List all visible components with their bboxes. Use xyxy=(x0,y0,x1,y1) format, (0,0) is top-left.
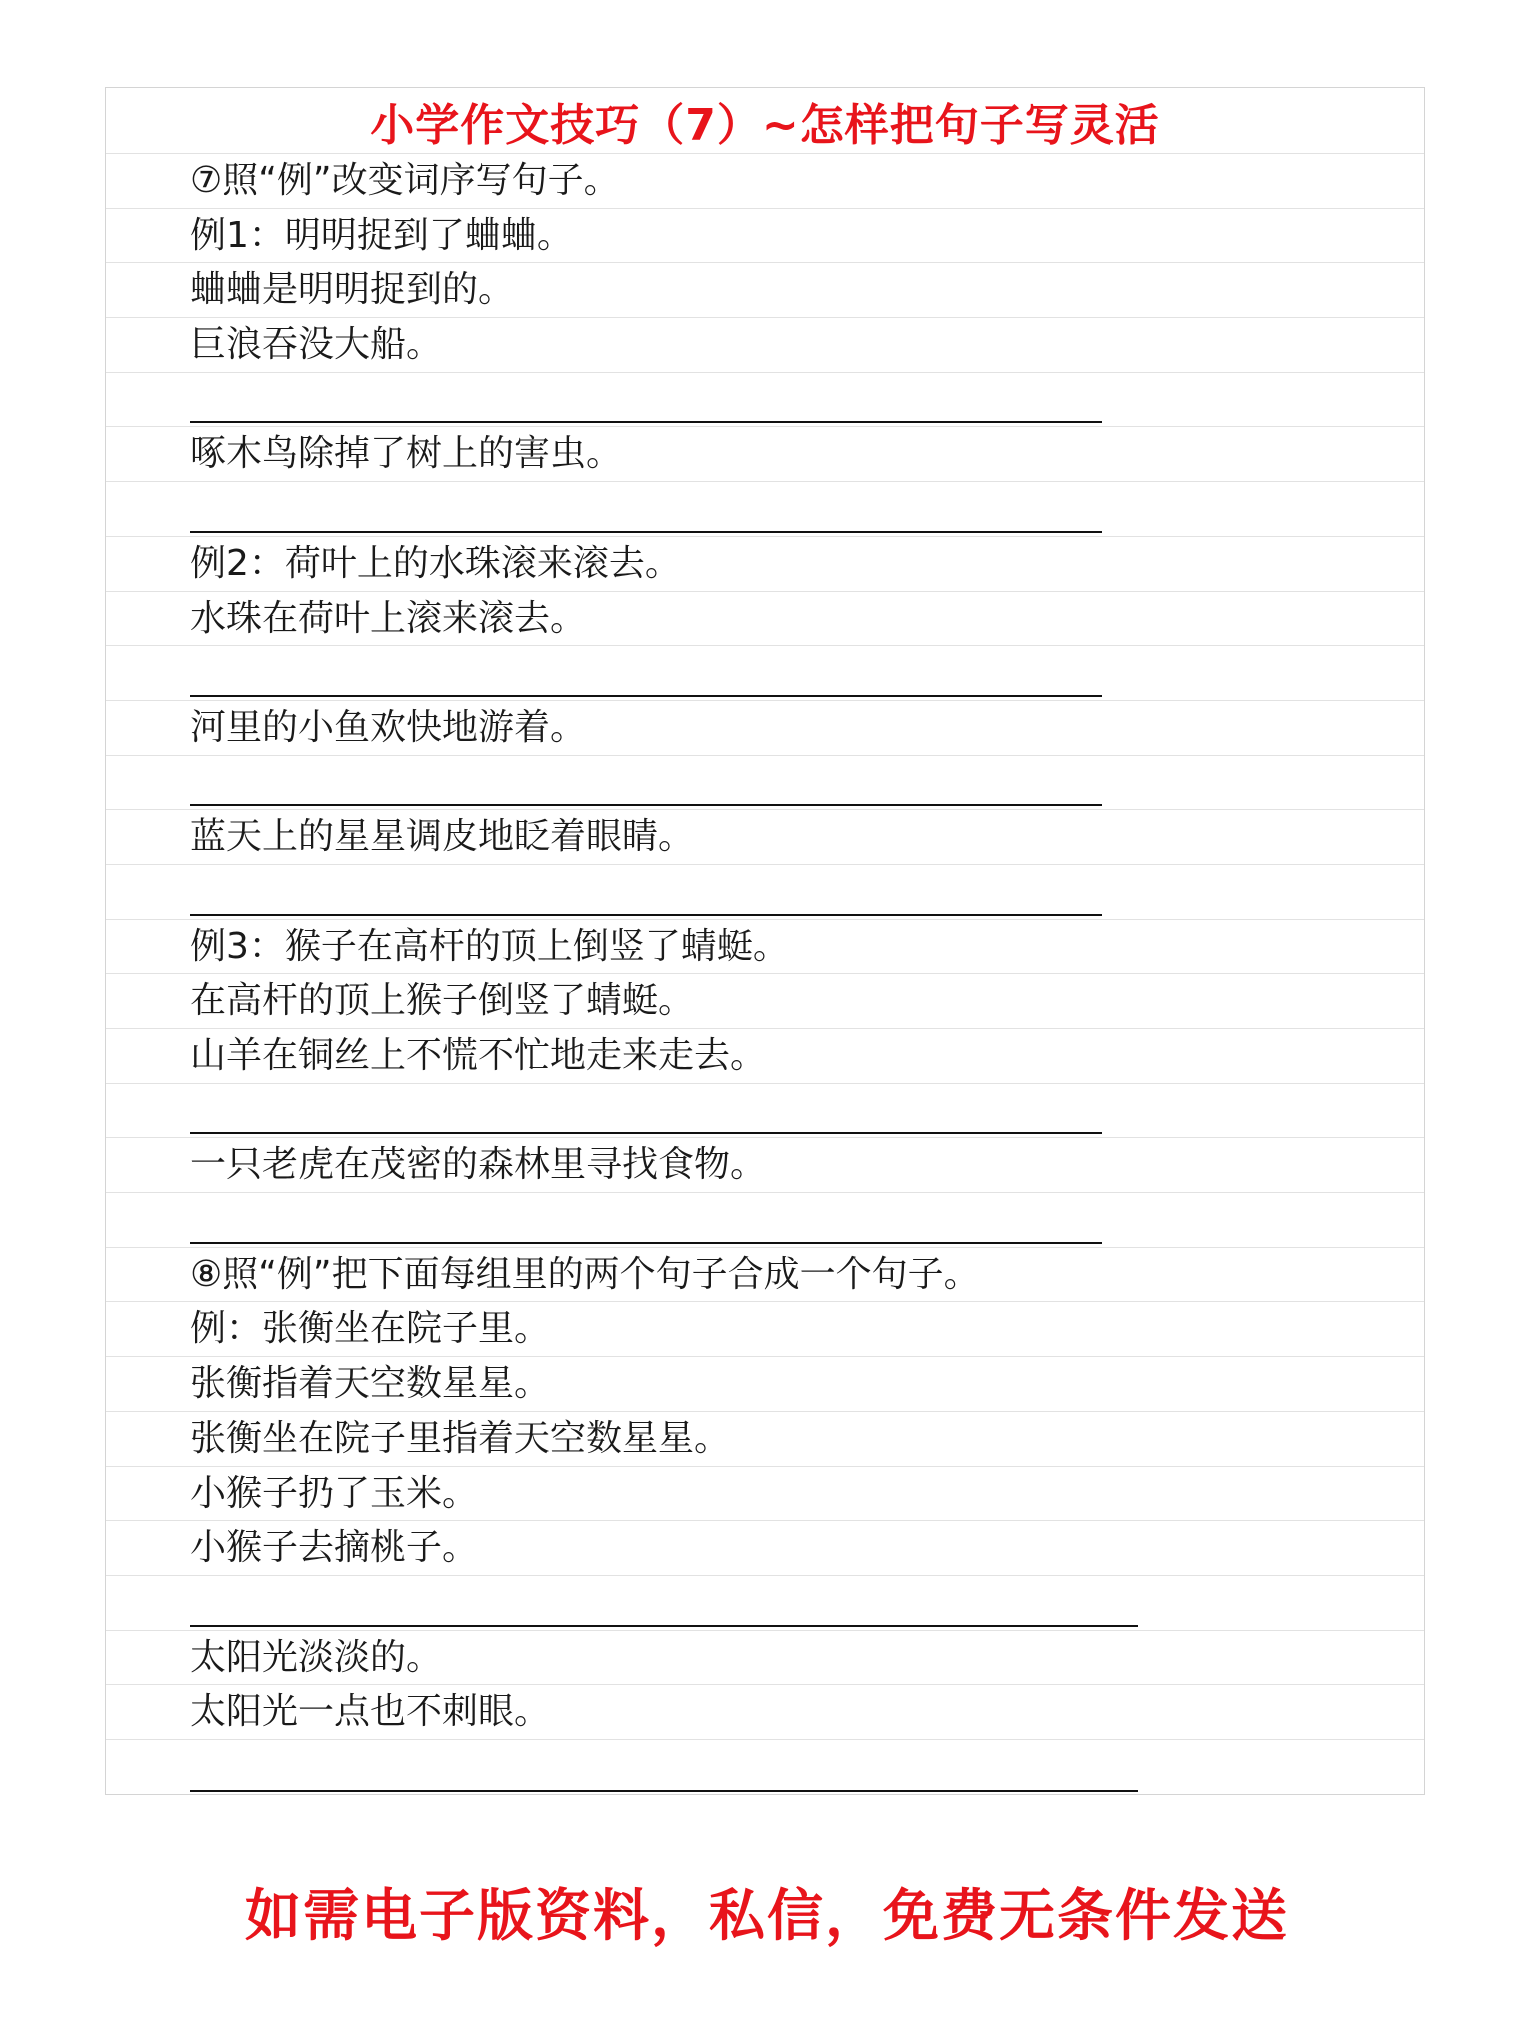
answer-row xyxy=(106,1084,1424,1139)
answer-row xyxy=(106,373,1424,428)
sentence-text: 蛐蛐是明明捉到的。 xyxy=(190,269,515,311)
answer-blank-line[interactable] xyxy=(190,695,1102,697)
sentence-row xyxy=(106,1521,1424,1576)
sentence-row xyxy=(106,1138,1424,1193)
sentence-text: 例2：荷叶上的水珠滚来滚去。 xyxy=(190,542,681,584)
sentence-row xyxy=(106,537,1424,592)
sentence-row xyxy=(106,209,1424,264)
sentence-row xyxy=(106,974,1424,1029)
answer-row xyxy=(106,646,1424,701)
sentence-row xyxy=(106,920,1424,975)
title-row xyxy=(106,88,1424,154)
sentence-row xyxy=(106,1029,1424,1084)
sentence-text: 一只老虎在茂密的森林里寻找食物。 xyxy=(190,1144,767,1186)
sentence-row xyxy=(106,592,1424,647)
sentence-row xyxy=(106,1357,1424,1412)
sentence-text: 小猴子扔了玉米。 xyxy=(190,1472,479,1514)
answer-row xyxy=(106,1576,1424,1631)
answer-blank-line[interactable] xyxy=(190,914,1102,916)
sentence-row xyxy=(106,1631,1424,1686)
answer-blank-line[interactable] xyxy=(190,1132,1102,1134)
sentence-text: 例1：明明捉到了蛐蛐。 xyxy=(190,214,573,256)
sentence-row xyxy=(106,154,1424,209)
sentence-row xyxy=(106,1302,1424,1357)
answer-row xyxy=(106,865,1424,920)
sentence-text: 例3：猴子在高杆的顶上倒竖了蜻蜓。 xyxy=(190,925,789,967)
answer-blank-line[interactable] xyxy=(190,421,1102,423)
answer-row xyxy=(106,756,1424,811)
sentence-row xyxy=(106,263,1424,318)
sentence-row xyxy=(106,701,1424,756)
sentence-row xyxy=(106,1685,1424,1740)
answer-blank-line[interactable] xyxy=(190,804,1102,806)
sentence-row xyxy=(106,810,1424,865)
sentence-text: 蓝天上的星星调皮地眨着眼睛。 xyxy=(190,816,695,858)
sentence-text: 太阳光淡淡的。 xyxy=(190,1636,443,1678)
answer-row xyxy=(106,1193,1424,1248)
answer-blank-line[interactable] xyxy=(190,1625,1138,1627)
sentence-rows xyxy=(106,154,1424,1795)
sentence-text: 啄木鸟除掉了树上的害虫。 xyxy=(190,433,623,475)
answer-blank-line[interactable] xyxy=(190,531,1102,533)
worksheet xyxy=(105,87,1425,1795)
sentence-text: ⑧照“例”把下面每组里的两个句子合成一个句子。 xyxy=(190,1253,980,1295)
sentence-text: 张衡指着天空数星星。 xyxy=(190,1363,551,1405)
sentence-text: 在高杆的顶上猴子倒竖了蜻蜓。 xyxy=(190,980,695,1022)
sentence-text: 河里的小鱼欢快地游着。 xyxy=(190,706,587,748)
sentence-text: 小猴子去摘桃子。 xyxy=(190,1527,479,1569)
sentence-text: ⑦照“例”改变词序写句子。 xyxy=(190,160,620,201)
answer-row xyxy=(106,1740,1424,1795)
sentence-text: 山羊在铜丝上不慌不忙地走来走去。 xyxy=(190,1035,767,1076)
sentence-text: 巨浪吞没大船。 xyxy=(190,324,443,366)
sentence-row xyxy=(106,1467,1424,1522)
answer-row xyxy=(106,482,1424,537)
page-title: 小学作文技巧（7）~怎样把句子写灵活 xyxy=(370,99,1160,151)
sentence-row xyxy=(106,318,1424,373)
footer-notice: 如需电子版资料，私信，免费无条件发送 xyxy=(245,1884,1289,1949)
sentence-text: 张衡坐在院子里指着天空数星星。 xyxy=(190,1417,731,1459)
answer-blank-line[interactable] xyxy=(190,1242,1102,1244)
sentence-text: 例：张衡坐在院子里。 xyxy=(190,1308,551,1350)
answer-blank-line[interactable] xyxy=(190,1790,1138,1792)
sentence-text: 太阳光一点也不刺眼。 xyxy=(190,1691,551,1733)
sentence-row xyxy=(106,1412,1424,1467)
sentence-text: 水珠在荷叶上滚来滚去。 xyxy=(190,597,587,639)
sentence-row xyxy=(106,427,1424,482)
sentence-row xyxy=(106,1248,1424,1303)
